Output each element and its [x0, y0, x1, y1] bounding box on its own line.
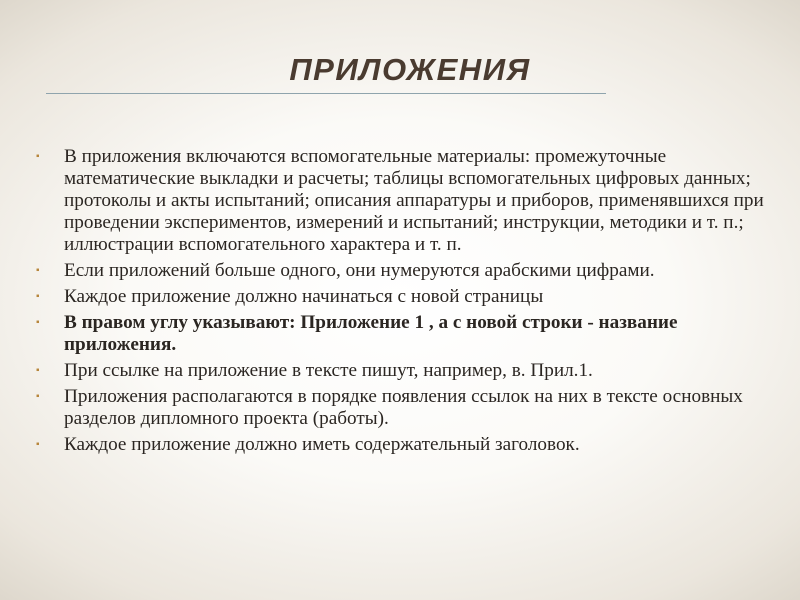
title-underline: [46, 93, 606, 94]
bullet-marker-icon: [36, 146, 46, 168]
bullet-marker-icon: [36, 386, 46, 408]
bullet-marker-icon: [36, 260, 46, 282]
bullet-text: Если приложений больше одного, они нумеруются арабскими цифрами.: [64, 260, 655, 281]
bullet-list: [36, 146, 766, 460]
bullet-item: [36, 386, 766, 430]
bullet-item: [36, 260, 766, 282]
bullet-text: В правом углу указывают: Приложение 1 , а с новой строки - название приложения.: [64, 312, 678, 355]
bullet-text: Каждое приложение должно иметь содержательный заголовок.: [64, 434, 580, 455]
bullet-text: Каждое приложение должно начинаться с новой страницы: [64, 286, 544, 307]
bullet-text: Приложения располагаются в порядке появления ссылок на них в тексте основных разделов дипломного проекта (работы).: [64, 386, 743, 429]
bullet-marker-icon: [36, 360, 46, 382]
bullet-text: При ссылке на приложение в тексте пишут, например, в. Прил.1.: [64, 360, 593, 381]
bullet-marker-icon: [36, 434, 46, 456]
bullet-marker-icon: [36, 286, 46, 308]
slide-title: ПРИЛОЖЕНИЯ: [289, 52, 531, 87]
bullet-item: [36, 286, 766, 308]
bullet-item: [36, 434, 766, 456]
bullet-item-bold: [36, 312, 766, 356]
bullet-text: В приложения включаются вспомогательные материалы: промежуточные математические выкладки и расчеты; таблицы вспомогательных цифровых данных; протоколы и акты испытаний; описания аппаратуры и приборов, применявшихся при проведении экспериментов, измерений и испытаний; инструкции, методики и т. п.; иллюстрации вспомогательного характера и т. п.: [64, 146, 764, 255]
bullet-marker-icon: [36, 312, 46, 334]
bullet-item: [36, 360, 766, 382]
bullet-item: [36, 146, 766, 256]
